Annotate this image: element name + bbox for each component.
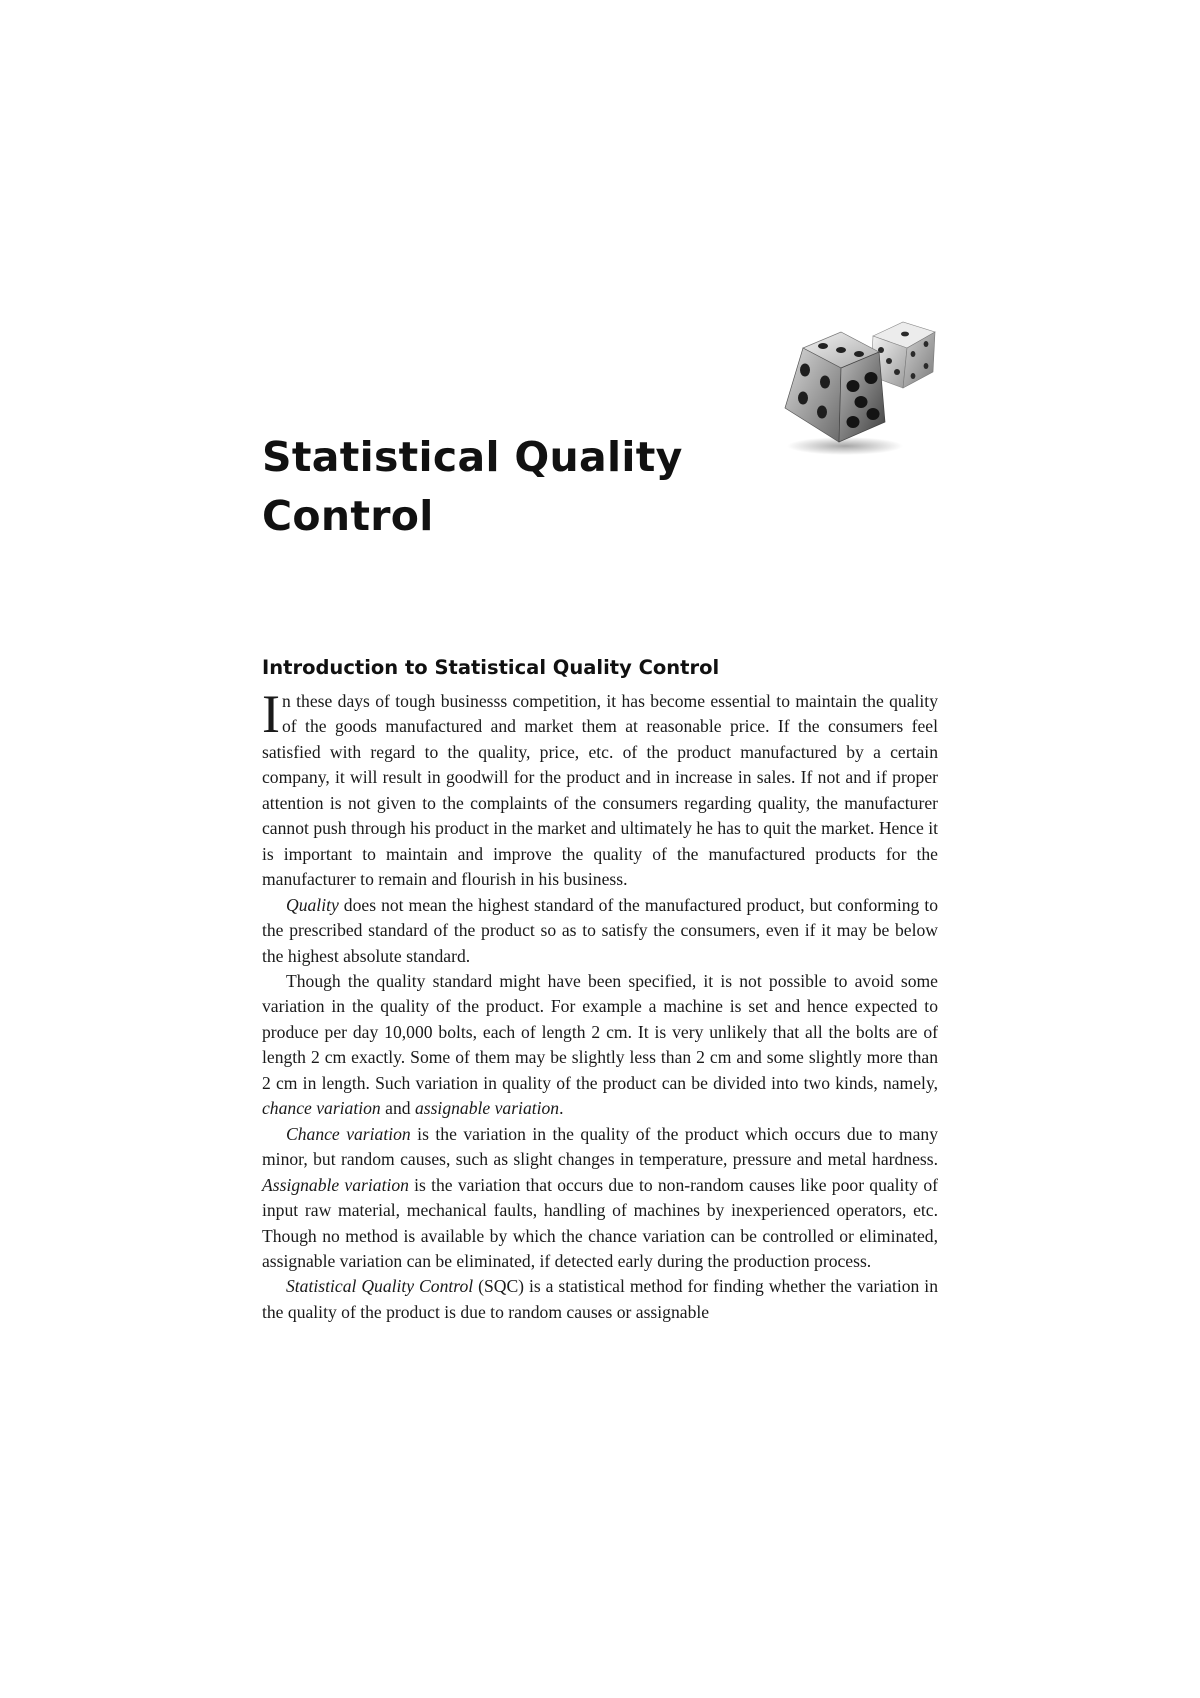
paragraph-sqc <box>262 1274 938 1325</box>
paragraph-chance-text-b: is the variation that occurs due to non-random causes like poor quality of input raw material, mechanical faults, handling of machines by inexperienced operators, etc. Though no method is available by which the chance variation can be controlled or eliminated, assignable variation can be eliminated, if detected early during the production process. <box>262 1174 939 1271</box>
term-chance-variation: chance variation <box>262 1098 381 1119</box>
term-sqc: Statistical Quality Control <box>286 1276 474 1297</box>
term-chance-variation-def: Chance variation <box>286 1123 411 1144</box>
paragraph-chance <box>262 1122 938 1275</box>
paragraph-variation-text-a: Though the quality standard might have been specified, it is not possible to avoid some variation in the quality of the product. For example a machine is set and hence expected to produce per day 10,000 bolts, each of length 2 cm. It is very unlikely that all the bolts are of length 2 cm exactly. Some of them may be slightly less than 2 cm and some slightly more than 2 cm in length. Such variation in quality of the product can be divided into two kinds, namely, <box>262 970 938 1093</box>
section-heading: Introduction to Statistical Quality Control <box>262 656 720 679</box>
chapter-title-line-2: Control <box>262 492 434 540</box>
chapter-title <box>262 428 762 546</box>
chapter-title-line-1: Statistical Quality <box>262 433 683 481</box>
paragraph-quality <box>262 893 938 969</box>
paragraph-variation <box>262 969 938 1122</box>
drop-cap: I <box>262 684 280 744</box>
body-text <box>262 684 939 1325</box>
paragraph-variation-text-b: and <box>380 1098 415 1119</box>
paragraph-chance-text-a: is the variation in the quality of the product which occurs due to many minor, but random causes, such as slight changes in temperature, pressure and metal hardness. <box>262 1123 938 1170</box>
term-assignable-variation: assignable variation <box>414 1098 560 1119</box>
paragraph-sqc-text: (SQC) is a statistical method for finding whether the variation in the quality of the product is due to random causes or assignable <box>262 1276 938 1322</box>
large-die <box>785 332 885 442</box>
paragraph-quality-text: does not mean the highest standard of the manufactured product, but conforming to the prescribed standard of the product so as to satisfy the consumers, even if it may be below the highest absolute standard. <box>262 894 938 966</box>
term-quality: Quality <box>286 894 339 915</box>
paragraph-variation-text-c: . <box>559 1098 564 1119</box>
paragraph-intro <box>262 684 938 893</box>
paragraph-intro-text: n these days of tough businesss competition, it has become essential to maintain the quality of the goods manufactured and market them at reasonable price. If the consumers feel satisfied with regard to the quality, price, etc. of the product manufactured by a certain company, it will result in goodwill for the product and in increase in sales. If not and if proper attention is not given to the complaints of the consumers regarding quality, the manufacturer cannot push through his product in the market and ultimately he has to quit the market. Hence it is important to maintain and improve the quality of the manufactured products for the manufacturer to remain and flourish in his business. <box>262 691 938 890</box>
dice-icon <box>775 318 950 460</box>
term-assignable-variation-def: Assignable variation <box>262 1174 409 1195</box>
